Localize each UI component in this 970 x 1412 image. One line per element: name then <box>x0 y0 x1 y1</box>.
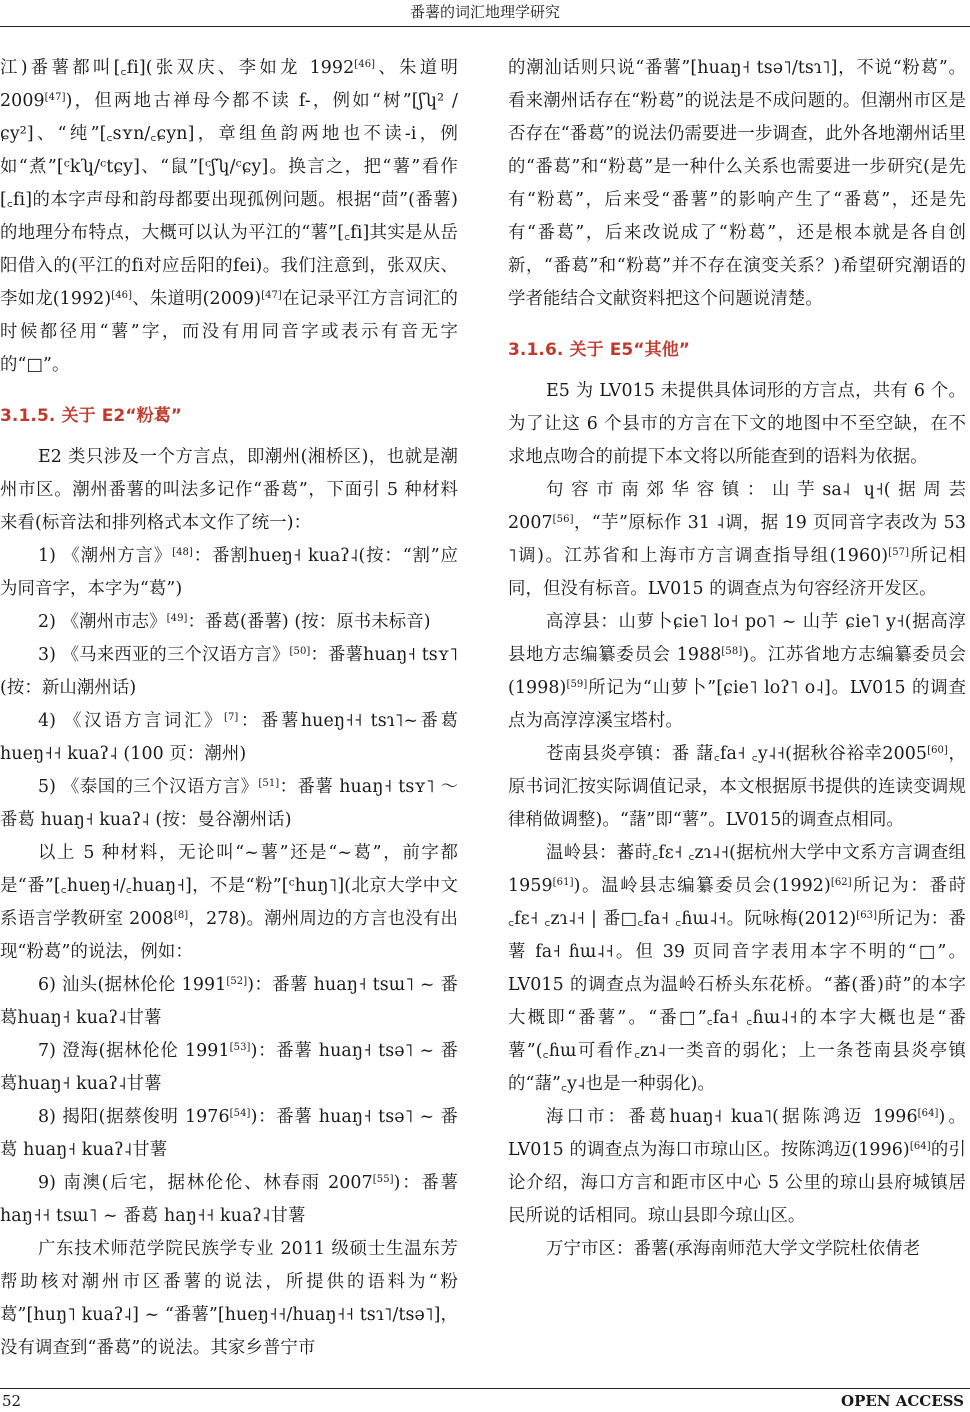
text-run: E5 为 LV015 未提供具体词形的方言点，共有 6 个。为了让这 6 个县市的方言在下文的地图中不至空缺，在不求地点吻合的前提下本文将以所能查到的语料为依据。 <box>508 381 966 467</box>
text-run: ，“芋”原标作 31 ˨调，据 19 页同音字表改为 53 ˥调)。江苏省和上海市方言调查指导组(1960) <box>508 513 966 566</box>
text-run: 所记为：番莳꜀fɛ˧ ꜀zɿ˨˧ | 番□꜀fa˧ ꜀ɦɯ˨˧。阮咏梅(2012) <box>508 876 966 929</box>
open-access-badge: OPEN ACCESS <box>841 1392 964 1410</box>
paragraph <box>508 474 966 606</box>
paragraph <box>0 1167 458 1233</box>
citation-ref[interactable]: [8] <box>173 910 189 921</box>
text-run: 、朱道明2009 <box>0 58 459 111</box>
paragraph <box>508 837 966 1101</box>
citation-ref[interactable]: [47] <box>261 290 283 301</box>
citation-ref[interactable]: [53] <box>229 1042 251 1053</box>
paragraph <box>0 771 458 837</box>
citation-ref[interactable]: [46] <box>354 59 376 70</box>
text-run: 2) 《潮州市志》 <box>38 612 167 632</box>
page-number: 52 <box>2 1392 22 1410</box>
text-run: 、朱道明(2009) <box>132 289 262 309</box>
citation-ref[interactable]: [51] <box>258 778 280 789</box>
citation-ref[interactable]: [56] <box>552 514 574 525</box>
text-run: ，278)。潮州周边的方言也没有出现“粉葛”的说法，例如： <box>0 909 458 962</box>
paragraph <box>0 705 458 771</box>
citation-ref[interactable]: [50] <box>289 646 311 657</box>
citation-ref[interactable]: [7] <box>223 712 239 723</box>
left-column <box>0 52 458 1365</box>
paragraph <box>0 441 458 540</box>
text-run: )：番薯 huaŋ˧ tsɯ˥ ~ 番葛huaŋ˧ kuaʔ˨甘薯 <box>0 975 458 1028</box>
section-heading: 3.1.5. 关于 E2“粉葛” <box>0 406 183 426</box>
right-column <box>508 52 966 1266</box>
text-run: 8) 揭阳(据蔡俊明 1976 <box>38 1107 230 1127</box>
text-run: 温岭县：蕃莳꜀fɛ˧ ꜀zɿ˨˧(据杭州大学中文系方言调查组 1959 <box>508 843 966 896</box>
text-run: E2 类只涉及一个方言点，即潮州(湘桥区)，也就是潮州市区。潮州番薯的叫法多记作“番葛”，下面引 5 种材料来看(标音法和排列格式本文作了统一)： <box>0 447 458 533</box>
running-title: 番薯的词汇地理学研究 <box>409 3 560 21</box>
citation-ref[interactable]: [46] <box>111 290 133 301</box>
text-run: 6) 汕头(据林伦伦 1991 <box>38 975 227 995</box>
citation-ref[interactable]: [61] <box>552 877 574 888</box>
text-run: 以上 5 种材料，无论叫“~薯”还是“~葛”，前字都是“番”[꜀hueŋ˧/꜀huaŋ˧]，不是“粉”[ᶜhuŋ˥](北京大学中文系语言学教研室 2008 <box>0 843 458 929</box>
text-run: ：番葛(番薯) (按：原书未标音) <box>187 612 431 632</box>
paragraph <box>0 639 458 705</box>
text-run: 1) 《潮州方言》 <box>38 546 173 566</box>
paragraph <box>0 52 458 382</box>
text-run: 7) 澄海(据林伦伦 1991 <box>38 1041 230 1061</box>
text-run: 万宁市区：番薯(承海南师范大学文学院杜依倩老 <box>546 1239 921 1259</box>
text-run: 所记相同，但没有标音。LV015 的调查点为句容经济开发区。 <box>508 546 966 599</box>
paragraph <box>0 837 458 969</box>
text-run: )：番薯haŋ˧˧ tsɯ˥ ~ 番葛 haŋ˧˧ kuaʔ˨甘薯 <box>0 1173 458 1226</box>
citation-ref[interactable]: [58] <box>721 646 743 657</box>
citation-ref[interactable]: [60] <box>927 745 949 756</box>
text-run: )。LV015 的调查点为海口市琼山区。按陈鸿迈(1996) <box>508 1107 966 1160</box>
text-run: )。温岭县志编纂委员会(1992) <box>573 876 831 896</box>
citation-ref[interactable]: [52] <box>226 976 248 987</box>
text-run: 的潮汕话则只说“番薯”[huaŋ˧ tsə˥/tsɿ˥]，不说“粉葛”。看来潮州话存在“粉葛”的说法是不成问题的。但潮州市区是否存在“番葛”的说法仍需要进一步调查，此外各地潮州话里的“番葛”和“粉葛”是一种什么关系也需要进一步研究(是先有“粉葛”，后来受“番薯”的影响产生了“番葛”，还是先有“番葛”，后来改说成了“粉葛”，还是根本就是各自创新，“番葛”和“粉葛”并不存在演变关系？)希望研究潮语的学者能结合文献资料把这个问题说清楚。 <box>508 58 966 309</box>
paragraph <box>508 738 966 837</box>
citation-ref[interactable]: [63] <box>856 910 878 921</box>
citation-ref[interactable]: [48] <box>172 547 194 558</box>
text-run: 海口市：番葛huaŋ˧ kua˥(据陈鸿迈 1996 <box>546 1107 918 1127</box>
paragraph <box>508 1233 966 1266</box>
paragraph <box>0 969 458 1035</box>
paragraph <box>0 1233 458 1365</box>
text-run: )：番薯 huaŋ˧ tsə˥ ~ 番葛 huaŋ˧ kuaʔ˨甘薯 <box>0 1107 458 1160</box>
text-run: 广东技术师范学院民族学专业 2011 级硕士生温东芳帮助核对潮州市区番薯的说法，所提供的语料为“粉葛”[huŋ˥ kuaʔ˨] ~ “番薯”[hueŋ˧˧/huaŋ˧˧ tsɿ˥/tsə˥]，没有调查到“番葛”的说法。其家乡普宁市 <box>0 1239 458 1358</box>
citation-ref[interactable]: [59] <box>566 679 588 690</box>
text-run: 在记录平江方言词汇的时候都径用“薯”字，而没有用同音字或表示有音无字的“□”。 <box>0 289 458 375</box>
citation-ref[interactable]: [54] <box>229 1108 251 1119</box>
text-run: )。江苏省地方志编纂委员会(1998) <box>508 645 966 698</box>
citation-ref[interactable]: [64] <box>909 1141 931 1152</box>
header-rule <box>0 26 970 27</box>
text-run: ：番割hueŋ˧ kuaʔ˨(按：“割”应为同音字，本字为“葛”) <box>0 546 458 599</box>
paragraph <box>508 606 966 738</box>
text-run: ：番薯 huaŋ˧ tsʏ˥ ～ 番葛 huaŋ˧ kuaʔ˨ (按：曼谷潮州话) <box>0 777 458 830</box>
text-run: 江)番薯都叫[꜀fi](张双庆、李如龙 1992 <box>0 58 355 78</box>
section-heading: 3.1.6. 关于 E5“其他” <box>508 340 691 360</box>
text-run: )，但两地古禅母今都不读 f-，例如“树”[ʃʮ² /ɕy²]、“纯”[꜀sʏn/꜀ɕyn]，章组鱼韵两地也不读-i，例如“煮”[ᶜkʮ/ᶜtɕy]、“鼠”[ᶜʃʮ/ᶜɕy]。换言之，把“薯”看作[꜀fi]的本字声母和韵母都要出现孤例问题。根据“茴”(番薯)的地理分布特点，大概可以认为平江的“薯”[꜀fi]其实是从岳阳借入的(平江的fi对应岳阳的fei)。我们注意到，张双庆、李如龙(1992) <box>0 91 458 309</box>
text-run: )：番薯 huaŋ˧ tsə˥ ~ 番葛huaŋ˧ kuaʔ˨甘薯 <box>0 1041 458 1094</box>
paragraph <box>508 52 966 316</box>
footer-rule <box>0 1388 970 1389</box>
paragraph <box>0 1035 458 1101</box>
text-run: 所记为“山萝卜”[ɕie˥ loʔ˥ o˨]。LV015 的调查点为高淳淳溪宝塔村。 <box>508 678 966 731</box>
text-run: 句容市南郊华容镇：山芋sa˨ ɥ˧(据周芸 2007 <box>508 480 966 533</box>
text-run: ，原书词汇按实际调值记录，本文根据原书提供的连读变调规律稍做调整)。“藷”即“薯”。LV015的调查点相同。 <box>508 744 966 830</box>
text-run: 苍南县炎亭镇：番 藷꜀fa˧ ꜀y˨˧(据秋谷裕幸2005 <box>546 744 928 764</box>
text-run: ：番薯hueŋ˧˧ tsɿ˥~番葛 hueŋ˧˧ kuaʔ˨ (100 页：潮州) <box>0 711 458 764</box>
citation-ref[interactable]: [55] <box>372 1174 394 1185</box>
text-run: 高淳县：山萝卜ɕie˥ lo˧ po˥ ~ 山芋 ɕie˥ y˧(据高淳县地方志编纂委员会 1988 <box>508 612 966 665</box>
text-run: 所记为：番薯 fa˧ ɦɯ˨˧。但 39 页同音字表用本字不明的“□”。LV015 的调查点为温岭石桥头东花桥。“蕃(番)莳”的本字大概即“番薯”。“番□”꜀fa˧ ꜀ɦɯ˨˧的本字大概也是“番薯”(꜀ɦɯ可看作꜀zɿ˨一类音的弱化；上一条苍南县炎亭镇的“藷”꜀y˨也是一种弱化)。 <box>508 909 966 1094</box>
citation-ref[interactable]: [47] <box>44 92 66 103</box>
text-run: 5) 《泰国的三个汉语方言》 <box>38 777 259 797</box>
paragraph <box>508 375 966 474</box>
text-run: 的引论介绍，海口方言和距市区中心 5 公里的琼山县府城镇居民所说的话相同。琼山县即今琼山区。 <box>508 1140 966 1226</box>
paragraph <box>508 1101 966 1233</box>
citation-ref[interactable]: [49] <box>166 613 188 624</box>
text-run: 3) 《马来西亚的三个汉语方言》 <box>38 645 290 665</box>
paragraph <box>0 1101 458 1167</box>
text-run: 4) 《汉语方言词汇》 <box>38 711 224 731</box>
paragraph <box>0 606 458 639</box>
paragraph <box>0 540 458 606</box>
text-run: ：番薯huaŋ˧ tsʏ˥ (按：新山潮州话) <box>0 645 459 698</box>
citation-ref[interactable]: [62] <box>830 877 852 888</box>
citation-ref[interactable]: [57] <box>888 547 910 558</box>
citation-ref[interactable]: [64] <box>917 1108 939 1119</box>
text-run: 9) 南澳(后宅，据林伦伦、林春雨 2007 <box>38 1173 373 1193</box>
